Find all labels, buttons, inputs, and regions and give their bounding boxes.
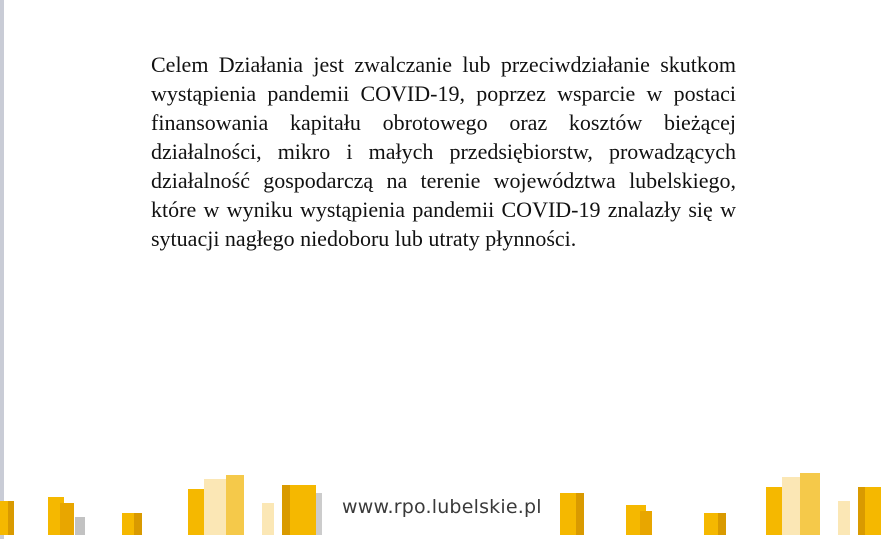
website-url[interactable]: www.rpo.lubelskie.pl: [342, 496, 542, 518]
footer-decoration-band: [0, 467, 881, 539]
slide-body-text: Celem Działania jest zwalczanie lub przeciwdziałanie skutkom wystąpienia pandemii COVID-19, poprzez wsparcie w postaci finansowania kapitału obrotowego oraz kosztów bieżącej działalności, mikro i małych przedsiębiorstw, prowadzących działalność gospodarczą na terenie województwa lubelskiego, które w wyniku wystąpienia pandemii COVID-19 znalazły się w sytuacji nagłego niedoboru lub utraty płynności.: [151, 52, 736, 251]
window-left-edge: [0, 0, 4, 539]
